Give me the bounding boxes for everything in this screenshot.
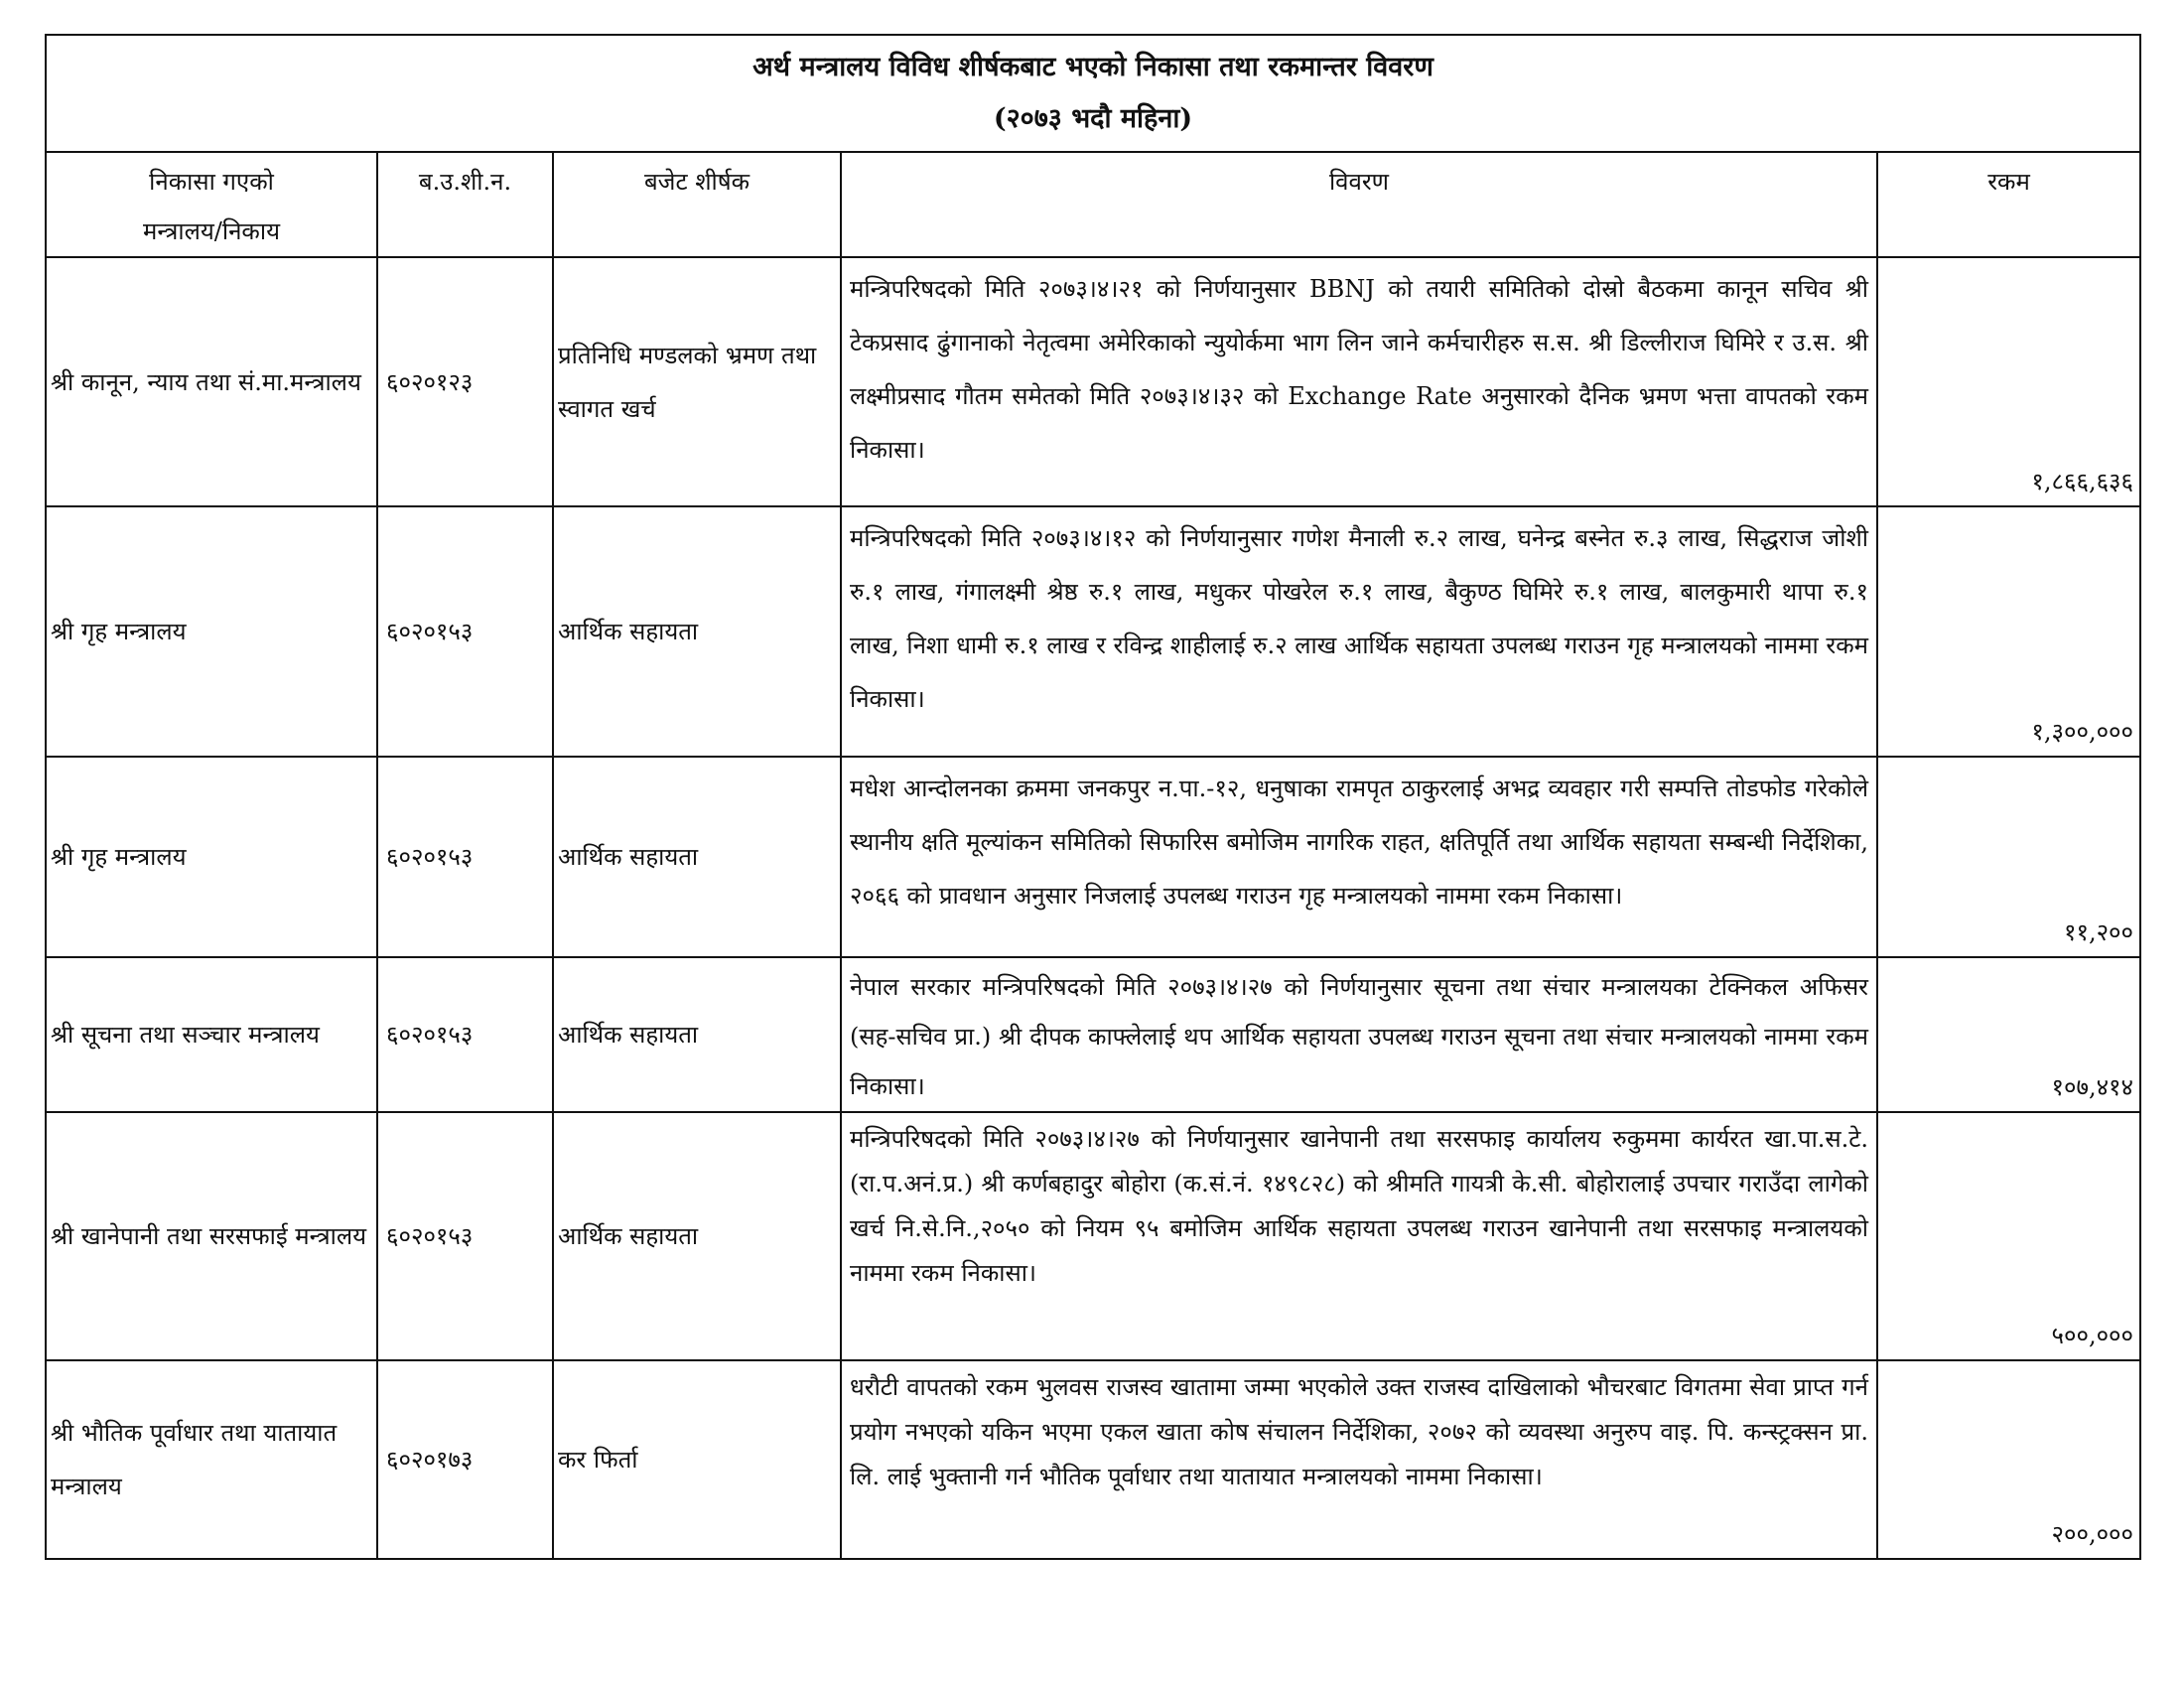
table-row <box>46 957 2140 1112</box>
description-cell: नेपाल सरकार मन्त्रिपरिषदको मिति २०७३।४।२७ को निर्णयानुसार सूचना तथा संचार मन्त्रालयका टेक्निकल अफिसर (सह-सचिव प्रा.) श्री दीपक काफ्लेलाई थप आर्थिक सहायता उपलब्ध गराउन सूचना तथा संचार मन्त्रालयको नाममा रकम निकासा। <box>841 957 1877 1112</box>
table-row <box>46 506 2140 757</box>
budget-head-cell: आर्थिक सहायता <box>553 1112 841 1360</box>
description-cell: मन्त्रिपरिषदको मिति २०७३।४।२७ को निर्णयानुसार खानेपानी तथा सरसफाइ कार्यालय रुकुममा कार्यरत खा.पा.स.टे. (रा.प.अनं.प्र.) श्री कर्णबहादुर बोहोरा (क.सं.नं. १४९८२८) को श्रीमति गायत्री के.सी. बोहोरालाई उपचार गराउँदा लागेको खर्च नि.से.नि.,२०५० को नियम ९५ बमोजिम आर्थिक सहायता उपलब्ध गराउन खानेपानी तथा सरसफाइ मन्त्रालयको नाममा रकम निकासा। <box>841 1112 1877 1360</box>
budget-head-cell: कर फिर्ता <box>553 1360 841 1559</box>
header-budget-head-label: बजेट शीर्षक <box>643 168 751 196</box>
budget-head-cell: आर्थिक सहायता <box>553 757 841 957</box>
header-code <box>377 152 553 257</box>
header-description-label: विवरण <box>1328 168 1390 196</box>
header-description <box>841 152 1877 257</box>
code-cell: ६०२०१५३ <box>377 1112 553 1360</box>
description-cell: मधेश आन्दोलनका क्रममा जनकपुर न.पा.-१२, धनुषाका रामपृत ठाकुरलाई अभद्र व्यवहार गरी सम्पत्ति तोडफोड गरेकोले स्थानीय क्षति मूल्यांकन समितिको सिफारिस बमोजिम नागरिक राहत, क्षतिपूर्ति तथा आर्थिक सहायता सम्बन्धी निर्देशिका, २०६६ को प्रावधान अनुसार निजलाई उपलब्ध गराउन गृह मन्त्रालयको नाममा रकम निकासा। <box>841 757 1877 957</box>
disbursement-table <box>45 34 2141 1560</box>
ministry-cell: श्री गृह मन्त्रालय <box>46 757 377 957</box>
document-title: अर्थ मन्त्रालय विविध शीर्षकबाट भएको निकासा तथा रकमान्तर विवरण <box>752 52 1433 82</box>
header-ministry-line2: मन्त्रालय/निकाय <box>143 217 280 245</box>
amount-cell: १०७,४१४ <box>1877 957 2140 1112</box>
code-cell: ६०२०१५३ <box>377 757 553 957</box>
amount-cell: ११,२०० <box>1877 757 2140 957</box>
header-ministry <box>46 152 377 257</box>
header-code-label: ब.उ.शी.न. <box>418 168 512 196</box>
header-ministry-line1: निकासा गएको <box>149 168 274 196</box>
budget-head-cell: आर्थिक सहायता <box>553 957 841 1112</box>
description-cell: धरौटी वापतको रकम भुलवस राजस्व खातामा जम्मा भएकोले उक्त राजस्व दाखिलाको भौचरबाट विगतमा सेवा प्राप्त गर्न प्रयोग नभएको यकिन भएमा एकल खाता कोष संचालन निर्देशिका, २०७२ को व्यवस्था अनुरुप वाइ. पि. कन्स्ट्रक्सन प्रा. लि. लाई भुक्तानी गर्न भौतिक पूर्वाधार तथा यातायात मन्त्रालयको नाममा निकासा। <box>841 1360 1877 1559</box>
code-cell: ६०२०१५३ <box>377 506 553 757</box>
header-amount <box>1877 152 2140 257</box>
header-row <box>46 152 2140 257</box>
header-amount-label: रकम <box>1987 168 2030 196</box>
code-cell: ६०२०१५३ <box>377 957 553 1112</box>
table-row <box>46 1360 2140 1559</box>
budget-head-cell: आर्थिक सहायता <box>553 506 841 757</box>
ministry-cell: श्री कानून, न्याय तथा सं.मा.मन्त्रालय <box>46 257 377 506</box>
code-cell: ६०२०१७३ <box>377 1360 553 1559</box>
document-subtitle: (२०७३ भदौ महिना) <box>993 103 1193 134</box>
amount-cell: १,८६६,६३६ <box>1877 257 2140 506</box>
header-budget-head <box>553 152 841 257</box>
ministry-cell: श्री सूचना तथा सञ्चार मन्त्रालय <box>46 957 377 1112</box>
ministry-cell: श्री खानेपानी तथा सरसफाई मन्त्रालय <box>46 1112 377 1360</box>
budget-head-cell: प्रतिनिधि मण्डलको भ्रमण तथा स्वागत खर्च <box>553 257 841 506</box>
description-cell: मन्त्रिपरिषदको मिति २०७३।४।१२ को निर्णयानुसार गणेश मैनाली रु.२ लाख, घनेन्द्र बस्नेत रु.३ लाख, सिद्धराज जोशी रु.१ लाख, गंगालक्ष्मी श्रेष्ठ रु.१ लाख, मधुकर पोखरेल रु.१ लाख, बैकुण्ठ घिमिरे रु.१ लाख, बालकुमारी थापा रु.१ लाख, निशा धामी रु.१ लाख र रविन्द्र शाहीलाई रु.२ लाख आर्थिक सहायता उपलब्ध गराउन गृह मन्त्रालयको नाममा रकम निकासा। <box>841 506 1877 757</box>
amount-cell: ५००,००० <box>1877 1112 2140 1360</box>
title-cell <box>46 35 2140 152</box>
amount-cell: १,३००,००० <box>1877 506 2140 757</box>
code-cell: ६०२०१२३ <box>377 257 553 506</box>
title-row <box>46 35 2140 152</box>
document-sheet <box>45 34 2139 1560</box>
description-cell: मन्त्रिपरिषदको मिति २०७३।४।२१ को निर्णयानुसार BBNJ को तयारी समितिको दोस्रो बैठकमा कानून सचिव श्री टेकप्रसाद ढुंगानाको नेतृत्वमा अमेरिकाको न्युयोर्कमा भाग लिन जाने कर्मचारीहरु स.स. श्री डिल्लीराज घिमिरे र उ.स. श्री लक्ष्मीप्रसाद गौतम समेतको मिति २०७३।४।३२ को Exchange Rate अनुसारको दैनिक भ्रमण भत्ता वापतको रकम निकासा। <box>841 257 1877 506</box>
table-row <box>46 1112 2140 1360</box>
amount-cell: २००,००० <box>1877 1360 2140 1559</box>
ministry-cell: श्री भौतिक पूर्वाधार तथा यातायात मन्त्रालय <box>46 1360 377 1559</box>
ministry-cell: श्री गृह मन्त्रालय <box>46 506 377 757</box>
table-row <box>46 757 2140 957</box>
table-row <box>46 257 2140 506</box>
